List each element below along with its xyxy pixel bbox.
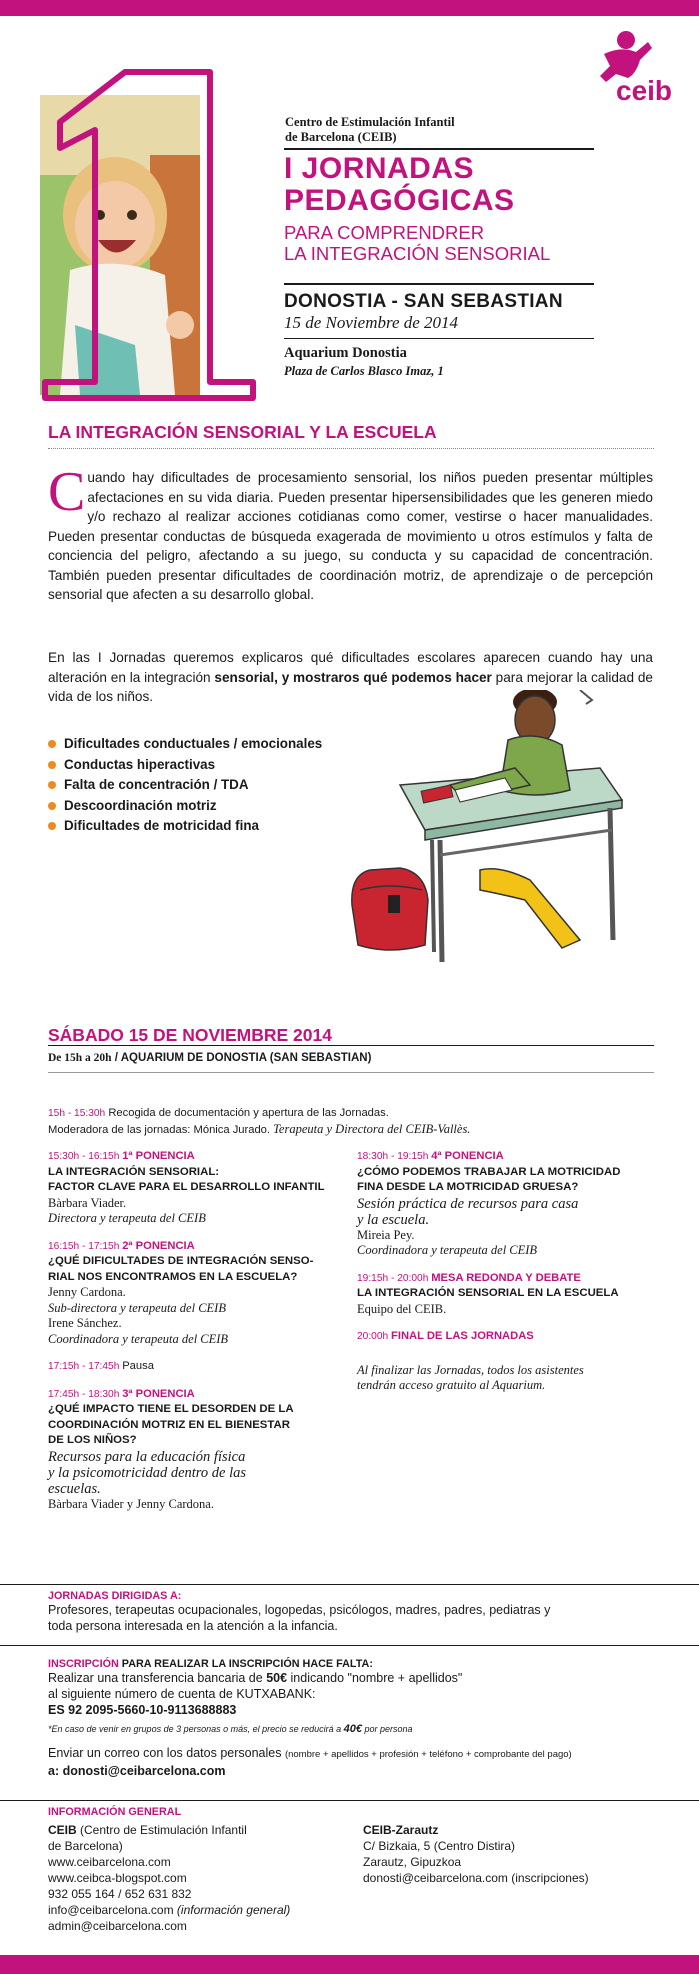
registration-note-a: *En caso de venir en grupos de 3 personas o más, el precio se reducirá a [48, 1724, 344, 1734]
ponencia-3-subtitle-line-1: Recursos para la educación física [48, 1448, 246, 1465]
ponencia-4-subtitle-line-1: Sesión práctica de recursos para casa [357, 1195, 579, 1212]
bank-account-number: ES 92 2095-5660-10-9113688883 [48, 1703, 237, 1717]
ceib-name-a: CEIB [48, 1823, 77, 1837]
intro-paragraph-2-text-a: En las I Jornadas queremos explicaros qué dificultades escolares aparecen cuando hay una alteración en la integración [48, 650, 653, 685]
event-title [284, 153, 614, 217]
registration-label-b: PARA REALIZAR LA INSCRIPCIÓN HACE FALTA: [118, 1658, 373, 1670]
event-city: DONOSTIA - SAN SEBASTIAN [284, 291, 563, 312]
opening-text: Recogida de documentación y apertura de las Jornadas. [105, 1107, 389, 1119]
round-table-label: MESA REDONDA Y DEBATE [431, 1271, 581, 1284]
zarautz-email-note: (inscripciones) [511, 1871, 589, 1885]
pause-block [48, 1359, 358, 1375]
bottom-banner [0, 1955, 699, 1974]
phone-numbers: 932 055 164 / 652 631 832 [48, 1887, 192, 1901]
event-title-line-2: PEDAGÓGICAS [284, 184, 515, 217]
ponencia-3 [48, 1387, 358, 1513]
logo-figure-head [617, 31, 635, 49]
pause-time: 17:15h - 17:45h [48, 1361, 123, 1372]
footer-rule [0, 1584, 699, 1585]
registration-label-a: INSCRIPCIÓN [48, 1658, 119, 1670]
ponencia-4-subtitle-line-2: y la escuela. [357, 1211, 430, 1228]
registration-email-line-b: (nombre + apellidos + profesión + teléfono + comprobante del pago) [284, 1749, 572, 1760]
registration-line-1-c: indicando "nombre + apellidos" [287, 1671, 463, 1685]
event-venue-address: Plaza de Carlos Blasco Imaz, 1 [284, 364, 444, 378]
programme-right-column [357, 1149, 657, 1394]
footer-rule-2 [0, 1645, 699, 1646]
ponencia-2-speaker-2: Irene Sánchez. [48, 1316, 122, 1330]
registration-note-c: por persona [362, 1724, 413, 1734]
ponencia-1 [48, 1149, 358, 1227]
drop-cap: C [48, 461, 86, 523]
ceib-name-b: (Centro de Estimulación Infantil [76, 1823, 247, 1837]
zarautz-name: CEIB-Zarautz [363, 1823, 439, 1837]
info-email[interactable] [48, 1902, 348, 1918]
round-table [357, 1271, 657, 1318]
ponencia-3-label: 3ª PONENCIA [122, 1387, 195, 1400]
ponencia-3-speakers: Bàrbara Viader y Jenny Cardona. [48, 1496, 214, 1511]
event-venue: Aquarium Donostia [284, 345, 407, 361]
event-subtitle-line-2: LA INTEGRACIÓN SENSORIAL [284, 243, 551, 264]
zarautz-address-1: C/ Bizkaia, 5 (Centro Distira) [363, 1839, 516, 1853]
opening-time: 15h - 15:30h [48, 1108, 106, 1119]
blog-link[interactable]: www.ceibca-blogspot.com [48, 1871, 187, 1885]
programme-rule-2 [48, 1072, 654, 1073]
top-banner [0, 0, 699, 16]
organizer-name [285, 115, 585, 145]
header-rule-1 [284, 148, 594, 150]
programme-rule [48, 1045, 654, 1046]
intro-paragraph-1-text: uando hay dificultades de procesamiento sensorial, los niños pueden presentar múltiples afectaciones en su vida diaria. Pueden presentar hipersensibilidades que les generen miedo y/o rechazo al realizar acciones cotidianas como comer, vestirse o hacer manualidades. Pueden presentar conductas de búsqueda exagerada de movimiento u otros estímulos y falta de conciencia del peligro, afectando a su juego, su conducta y su capacidad de concentración. También pueden presentar dificultades de coordinación motriz, de aprendizaje o de percepción sensorial que afecten a su desarrollo global. [48, 470, 653, 602]
header-rule-3 [284, 338, 594, 339]
registration-email-line [48, 1745, 668, 1763]
event-date: 15 de Noviembre de 2014 [284, 313, 459, 332]
registration-block [48, 1658, 668, 1779]
registration-email-line-a: Enviar un correo con los datos personales [48, 1746, 285, 1760]
ponencia-3-title-line-3: DE LOS NIÑOS? [48, 1434, 137, 1446]
ponencia-4-time: 18:30h - 19:15h [357, 1151, 432, 1162]
list-item: Dificultades conductuales / emocionales [48, 734, 388, 755]
list-item: Conductas hiperactivas [48, 755, 388, 776]
round-table-time: 19:15h - 20:00h [357, 1272, 432, 1284]
ponencia-4 [357, 1149, 657, 1259]
closing-block [357, 1329, 657, 1345]
intro-paragraph-2-emphasis: sensorial, y mostraros qué podemos hacer [214, 669, 492, 685]
programme-subtitle [48, 1052, 371, 1064]
zarautz-email[interactable] [363, 1870, 673, 1886]
closing-note-line-2: tendrán acceso gratuito al Aquarium. [357, 1378, 546, 1392]
programme-hours: De 15h a 20h [48, 1052, 112, 1064]
round-table-speaker: Equipo del CEIB. [357, 1301, 447, 1316]
audience-label: JORNADAS DIRIGIDAS A: [48, 1590, 182, 1602]
registration-note [48, 1723, 668, 1735]
header-rule-2 [284, 283, 594, 285]
info-right-column [363, 1822, 673, 1886]
ponencia-2-time: 16:15h - 17:15h [48, 1240, 123, 1252]
registration-email[interactable]: a: donosti@ceibarcelona.com [48, 1764, 226, 1778]
ponencia-2-speaker-2-role: Coordinadora y terapeuta del CEIB [48, 1331, 229, 1346]
ponencia-1-title-line-2: FACTOR CLAVE PARA EL DESARROLLO INFANTIL [48, 1181, 325, 1193]
list-item: Falta de concentración / TDA [48, 775, 388, 796]
ponencia-4-title-line-2: FINA DESDE LA MOTRICIDAD GRUESA? [357, 1181, 579, 1193]
ponencia-1-title-line-1: LA INTEGRACIÓN SENSORIAL: [48, 1165, 220, 1178]
registration-line-2: al siguiente número de cuenta de KUTXABANK: [48, 1687, 316, 1701]
list-item: Descoordinación motriz [48, 796, 388, 817]
registration-line-1 [48, 1670, 668, 1686]
ponencia-2-speaker-1: Jenny Cardona. [48, 1285, 126, 1299]
moderator-name: Moderadora de las jornadas: Mónica Jurado. [48, 1123, 274, 1136]
ponencia-4-speaker-role: Coordinadora y terapeuta del CEIB [357, 1243, 538, 1257]
registration-group-price: 40€ [343, 1723, 363, 1735]
ceib-logo [576, 24, 686, 104]
intro-paragraph-1 [48, 461, 653, 605]
website-link[interactable]: www.ceibarcelona.com [48, 1855, 171, 1869]
ponencia-3-time: 17:45h - 18:30h [48, 1388, 123, 1400]
info-left-column [48, 1822, 348, 1934]
ponencia-1-speaker: Bàrbara Viader. [48, 1195, 127, 1210]
audience-text-line-2: toda persona interesada en la atención a la infancia. [48, 1619, 338, 1633]
ponencia-2-speaker-1-role: Sub-directora y terapeuta del CEIB [48, 1300, 226, 1315]
programme-title: SÁBADO 15 DE NOVIEMBRE 2014 [48, 1025, 332, 1045]
ponencia-2-title-line-2: RIAL NOS ENCONTRAMOS EN LA ESCUELA? [48, 1270, 298, 1283]
intro-divider [48, 448, 654, 449]
registration-line-1-a: Realizar una transferencia bancaria de [48, 1671, 267, 1685]
intro-section-title: LA INTEGRACIÓN SENSORIAL Y LA ESCUELA [48, 422, 437, 442]
ponencia-3-title-line-2: COORDINACIÓN MOTRIZ EN EL BIENESTAR [48, 1418, 290, 1431]
moderator-role: Terapeuta y Directora del CEIB-Vallès. [273, 1121, 471, 1136]
audience-text-line-1: Profesores, terapeutas ocupacionales, logopedas, psicólogos, madres, padres, pediatras y [48, 1603, 551, 1617]
ponencia-2-label: 2ª PONENCIA [122, 1239, 195, 1252]
registration-label [48, 1658, 668, 1670]
intro-paragraph-2-text-c: para mejorar la calidad de vida de los niños. [48, 669, 653, 704]
ponencia-1-time: 15:30h - 16:15h [48, 1151, 123, 1162]
organizer-line-2: de Barcelona (CEIB) [285, 130, 397, 144]
ponencia-4-title-line-1: ¿CÓMO PODEMOS TRABAJAR LA MOTRICIDAD [357, 1165, 621, 1178]
ceib-name [48, 1822, 348, 1838]
child-at-desk-illustration [330, 690, 630, 975]
ponencia-1-speaker-role: Directora y terapeuta del CEIB [48, 1211, 206, 1225]
info-email-address[interactable]: info@ceibarcelona.com [48, 1903, 177, 1917]
audience-block [48, 1590, 663, 1634]
ponencia-3-subtitle-line-3: escuelas. [48, 1480, 101, 1497]
organizer-line-1: Centro de Estimulación Infantil [285, 115, 455, 129]
info-email-note: (información general) [176, 1903, 291, 1917]
admin-email[interactable]: admin@ceibarcelona.com [48, 1919, 187, 1933]
round-table-title: LA INTEGRACIÓN SENSORIAL EN LA ESCUELA [357, 1287, 619, 1299]
closing-note-line-1: Al finalizar las Jornadas, todos los asistentes [357, 1362, 584, 1377]
registration-price: 50€ [266, 1671, 288, 1685]
zarautz-email-address[interactable]: donosti@ceibarcelona.com [363, 1871, 512, 1885]
logo-text: ceib [616, 75, 673, 104]
ceib-name-c: de Barcelona) [48, 1839, 123, 1853]
ponencia-1-label: 1ª PONENCIA [122, 1150, 195, 1162]
closing-label: FINAL DE LAS JORNADAS [391, 1330, 534, 1342]
ponencia-2-title-line-1: ¿QUÉ DIFICULTADES DE INTEGRACIÓN SENSO- [48, 1255, 314, 1267]
footer-rule-3 [0, 1800, 699, 1801]
ponencia-3-title-line-1: ¿QUÉ IMPACTO TIENE EL DESORDEN DE LA [48, 1403, 294, 1415]
closing-time: 20:00h [357, 1331, 391, 1342]
zarautz-address-2: Zarautz, Gipuzkoa [363, 1855, 462, 1869]
programme-location: / AQUARIUM DE DONOSTIA (SAN SEBASTIAN) [111, 1052, 372, 1064]
pause-text: Pausa [122, 1360, 154, 1372]
event-subtitle-line-1: PARA COMPRENDRER [284, 222, 485, 243]
event-title-line-1: I JORNADAS [284, 152, 475, 185]
event-subtitle [284, 222, 614, 264]
closing-note [357, 1363, 657, 1394]
programme-left-column [48, 1149, 358, 1512]
ponencia-4-label: 4ª PONENCIA [431, 1150, 504, 1162]
info-label: INFORMACIÓN GENERAL [48, 1806, 182, 1818]
ponencia-4-speaker: Mireia Pey. [357, 1227, 415, 1242]
ponencia-2 [48, 1239, 358, 1348]
opening-block [48, 1106, 668, 1138]
list-item: Dificultades de motricidad fina [48, 816, 388, 837]
big-number-one [5, 60, 265, 405]
ponencia-3-subtitle-line-2: y la psicomotricidad dentro de las [48, 1464, 247, 1481]
